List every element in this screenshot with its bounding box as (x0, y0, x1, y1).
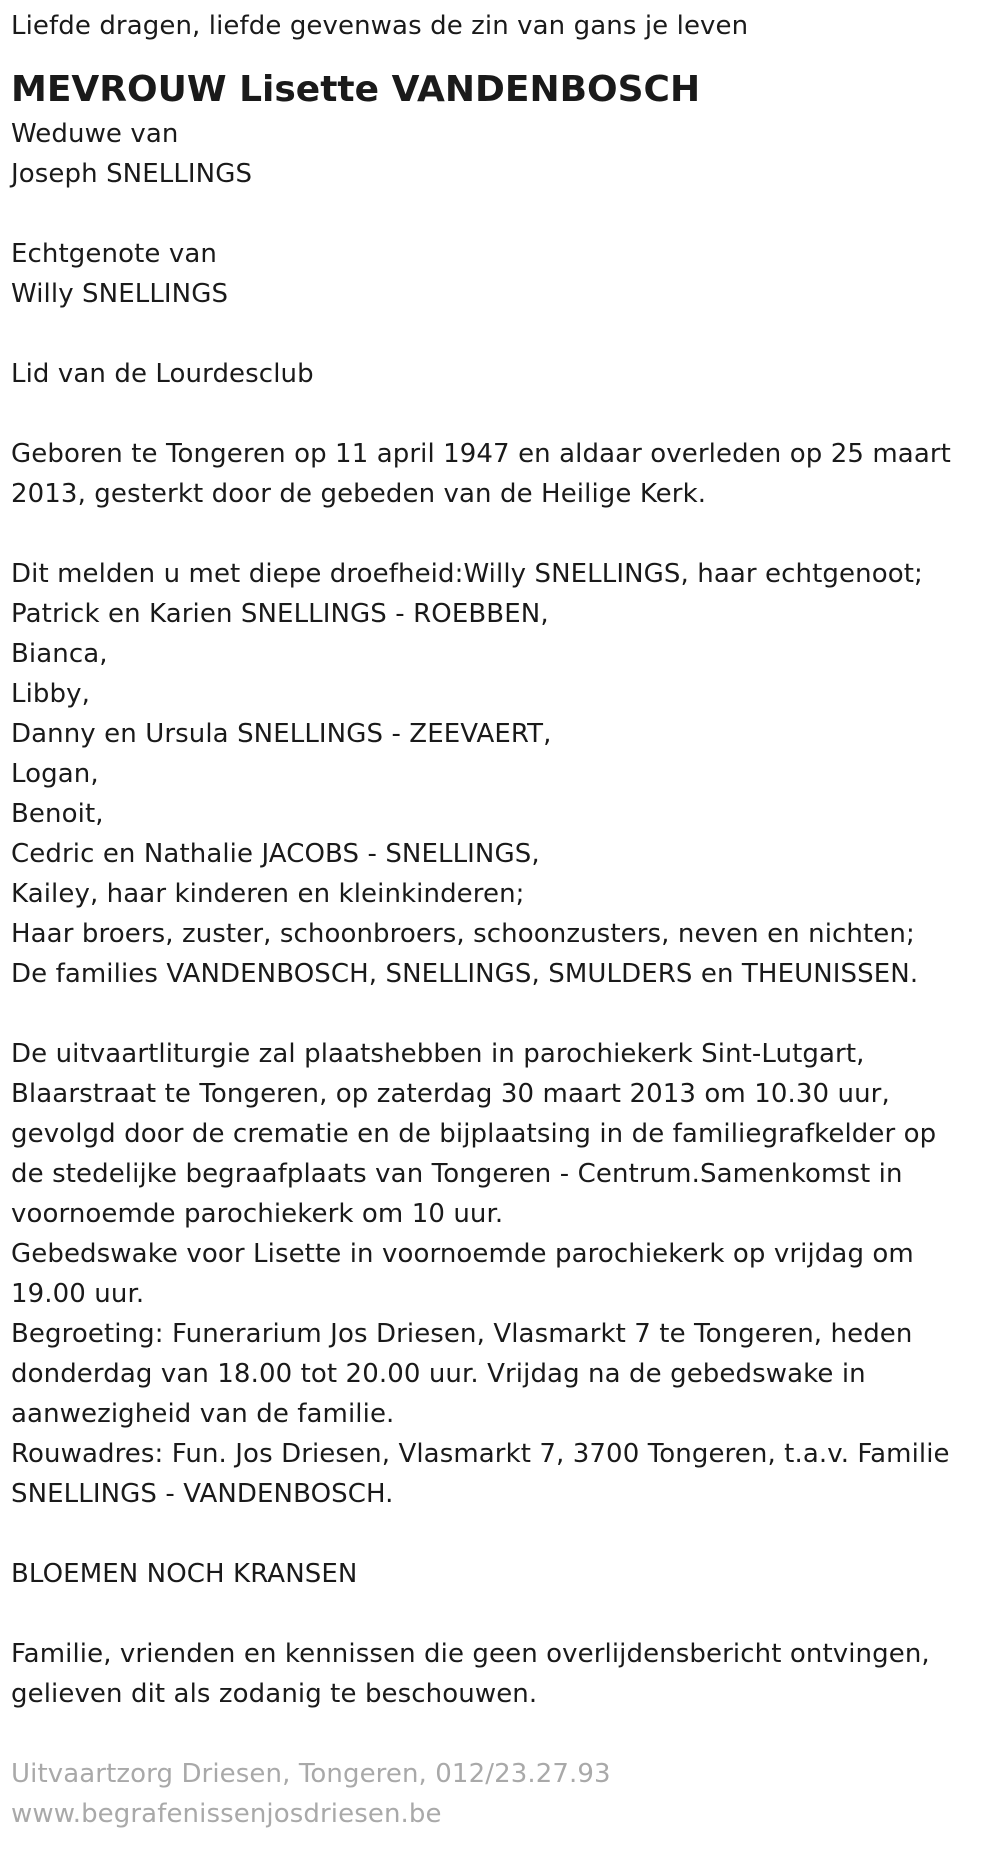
motto: Liefde dragen, liefde gevenwas de zin van gans je leven (11, 11, 749, 41)
announcer-line: Dit melden u met diepe droefheid:Willy SNELLINGS, haar echtgenoot; (11, 559, 923, 589)
spouse-name: Willy SNELLINGS (11, 279, 229, 309)
ceremony-line: Blaarstraat te Tongeren, op zaterdag 30 maart 2013 om 10.30 uur, (11, 1079, 890, 1109)
spacer (11, 1594, 991, 1634)
announcer-line: Libby, (11, 679, 90, 709)
website-link[interactable]: www.begrafenissenjosdriesen.be (11, 1799, 442, 1829)
announcer-line: Patrick en Karien SNELLINGS - ROEBBEN, (11, 599, 549, 629)
announcers-list (11, 554, 991, 994)
ceremony-line: De uitvaartliturgie zal plaatshebben in parochiekerk Sint-Lutgart, (11, 1039, 865, 1069)
spouse-label: Echtgenote van (11, 239, 217, 269)
ceremony-line: voornoemde parochiekerk om 10 uur. (11, 1199, 504, 1229)
spacer (11, 394, 991, 434)
spacer (11, 314, 991, 354)
spacer (11, 514, 991, 554)
closing-line: gelieven dit als zodanig te beschouwen. (11, 1679, 538, 1709)
announcer-line: Bianca, (11, 639, 108, 669)
announcer-line: Logan, (11, 759, 99, 789)
deceased-name: MEVROUW Lisette VANDENBOSCH (11, 69, 701, 110)
obituary-notice (11, 0, 991, 1834)
widow-of-name: Joseph SNELLINGS (11, 159, 253, 189)
ceremony-line: donderdag van 18.00 tot 20.00 uur. Vrijdag na de gebedswake in (11, 1359, 866, 1389)
spacer (11, 194, 991, 234)
paragraph-line: 2013, gesterkt door de gebeden van de Heilige Kerk. (11, 479, 707, 509)
ceremony-line: aanwezigheid van de familie. (11, 1399, 395, 1429)
ceremony-line: Begroeting: Funerarium Jos Driesen, Vlasmarkt 7 te Tongeren, heden (11, 1319, 913, 1349)
ceremony-line: SNELLINGS - VANDENBOSCH. (11, 1479, 394, 1509)
ceremony-line: Rouwadres: Fun. Jos Driesen, Vlasmarkt 7, 3700 Tongeren, t.a.v. Familie (11, 1439, 950, 1469)
spacer (11, 1514, 991, 1554)
ceremony-line: 19.00 uur. (11, 1279, 145, 1309)
birth-death-paragraph (11, 434, 991, 514)
membership: Lid van de Lourdesclub (11, 359, 314, 389)
ceremony-line: de stedelijke begraafplaats van Tongeren - Centrum.Samenkomst in (11, 1159, 903, 1189)
announcer-line: De families VANDENBOSCH, SNELLINGS, SMULDERS en THEUNISSEN. (11, 959, 919, 989)
spacer (11, 1714, 991, 1754)
funeral-company: Uitvaartzorg Driesen, Tongeren, 012/23.27.93 (11, 1759, 611, 1789)
flowers-notice: BLOEMEN NOCH KRANSEN (11, 1559, 358, 1589)
closing-line: Familie, vrienden en kennissen die geen overlijdensbericht ontvingen, (11, 1639, 930, 1669)
ceremony-paragraph (11, 1034, 991, 1514)
ceremony-line: gevolgd door de crematie en de bijplaatsing in de familiegrafkelder op (11, 1119, 937, 1149)
announcer-line: Haar broers, zuster, schoonbroers, schoonzusters, neven en nichten; (11, 919, 915, 949)
announcer-line: Cedric en Nathalie JACOBS - SNELLINGS, (11, 839, 540, 869)
widow-label: Weduwe van (11, 119, 179, 149)
closing-paragraph (11, 1634, 991, 1714)
paragraph-line: Geboren te Tongeren op 11 april 1947 en aldaar overleden op 25 maart (11, 439, 951, 469)
footer (11, 1754, 991, 1834)
ceremony-line: Gebedswake voor Lisette in voornoemde parochiekerk op vrijdag om (11, 1239, 914, 1269)
announcer-line: Kailey, haar kinderen en kleinkinderen; (11, 879, 525, 909)
announcer-line: Danny en Ursula SNELLINGS - ZEEVAERT, (11, 719, 552, 749)
spacer (11, 994, 991, 1034)
announcer-line: Benoit, (11, 799, 104, 829)
